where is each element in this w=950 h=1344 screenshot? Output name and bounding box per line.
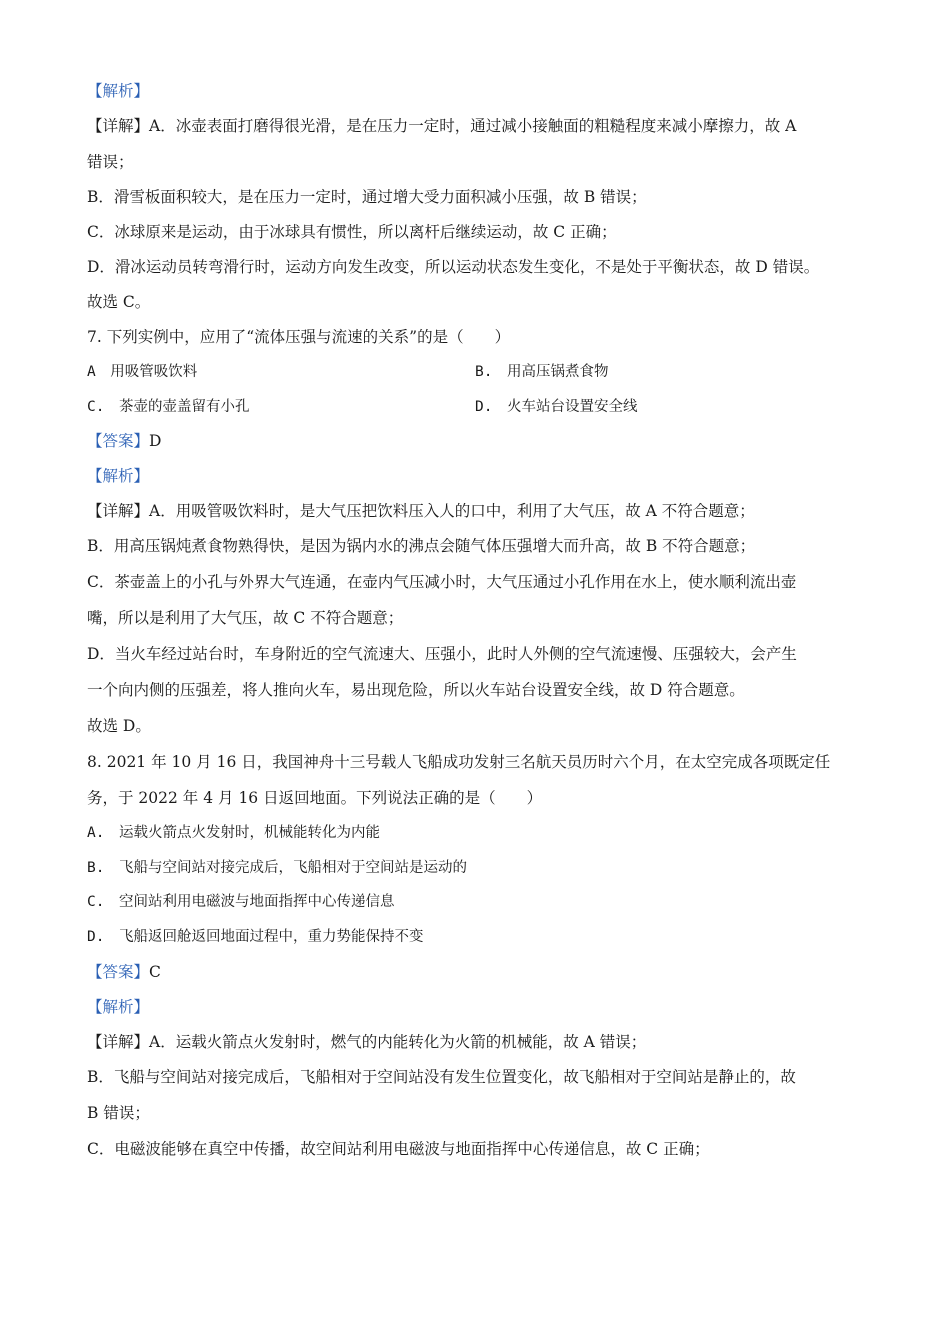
text-line: C．茶壶盖上的小孔与外界大气连通，在壶内气压减小时，大气压通过小孔作用在水上，使水顺利流出壶 — [87, 573, 797, 591]
detail-tag: 【详解】 — [87, 502, 150, 520]
q7-option-d: D. 火车站台设置安全线 — [475, 399, 638, 415]
answer-tag: 【答案】 — [87, 963, 150, 981]
detail-paragraph — [87, 116, 796, 136]
q7-option-a: A 用吸管吸饮料 — [87, 364, 198, 380]
q8-option-c: C. 空间站利用电磁波与地面指挥中心传递信息 — [87, 894, 395, 910]
q8-option-d: D. 飞船返回舱返回地面过程中，重力势能保持不变 — [87, 929, 424, 945]
text-line: B 错误； — [87, 1104, 150, 1122]
detail-tag: 【详解】 — [87, 1033, 150, 1051]
conclusion-line: 故选 D。 — [87, 717, 151, 735]
q7-option-b: B. 用高压锅煮食物 — [475, 364, 609, 380]
analysis-label: 【解析】 — [87, 467, 150, 485]
q7-answer — [87, 431, 161, 451]
text-line: B．飞船与空间站对接完成后，飞船相对于空间站没有发生位置变化，故飞船相对于空间站是静止的，故 — [87, 1068, 796, 1086]
detail-paragraph — [87, 501, 755, 521]
question-8-stem: 8. 2021 年 10 月 16 日，我国神舟十三号载人飞船成功发射三名航天员历时六个月，在太空完成各项既定任 — [87, 753, 831, 771]
q8-option-b: B. 飞船与空间站对接完成后，飞船相对于空间站是运动的 — [87, 860, 467, 876]
answer-value: D — [149, 432, 162, 450]
text-line: 一个向内侧的压强差，将人推向火车，易出现危险，所以火车站台设置安全线，故 D 符合题意。 — [87, 681, 745, 699]
text-line: D．滑冰运动员转弯滑行时，运动方向发生改变，所以运动状态发生变化，不是处于平衡状态，故 D 错误。 — [87, 258, 820, 276]
q8-option-a: A. 运载火箭点火发射时，机械能转化为内能 — [87, 825, 380, 841]
question-8-stem-cont: 务，于 2022 年 4 月 16 日返回地面。下列说法正确的是（ ） — [87, 789, 543, 807]
detail-text: A．用吸管吸饮料时，是大气压把饮料压入人的口中，利用了大气压，故 A 不符合题意； — [149, 502, 755, 520]
detail-paragraph — [87, 1032, 646, 1052]
analysis-label: 【解析】 — [87, 998, 150, 1016]
text-line: 嘴，所以是利用了大气压，故 C 不符合题意； — [87, 609, 404, 627]
answer-value: C — [149, 963, 161, 981]
question-7-stem: 7. 下列实例中，应用了“流体压强与流速的关系”的是（ ） — [87, 328, 511, 346]
text-line: B．滑雪板面积较大，是在压力一定时，通过增大受力面积减小压强，故 B 错误； — [87, 188, 647, 206]
text-line: 错误； — [87, 153, 134, 171]
text-line: D．当火车经过站台时，车身附近的空气流速大、压强小，此时人外侧的空气流速慢、压强较大，会产生 — [87, 645, 797, 663]
q8-answer — [87, 962, 161, 982]
text-line: C．冰球原来是运动，由于冰球具有惯性，所以离杆后继续运动，故 C 正确； — [87, 223, 617, 241]
answer-tag: 【答案】 — [87, 432, 150, 450]
text-line: C．电磁波能够在真空中传播，故空间站利用电磁波与地面指挥中心传递信息，故 C 正确； — [87, 1140, 710, 1158]
detail-tag: 【详解】 — [87, 117, 150, 135]
detail-text: A．运载火箭点火发射时，燃气的内能转化为火箭的机械能，故 A 错误； — [149, 1033, 647, 1051]
text-line: B．用高压锅炖煮食物熟得快，是因为锅内水的沸点会随气体压强增大而升高，故 B 不符合题意； — [87, 537, 756, 555]
analysis-label: 【解析】 — [87, 82, 150, 100]
detail-text: A．冰壶表面打磨得很光滑，是在压力一定时，通过减小接触面的粗糙程度来减小摩擦力，故 A — [149, 117, 797, 135]
q7-option-c: C. 茶壶的壶盖留有小孔 — [87, 399, 250, 415]
conclusion-line: 故选 C。 — [87, 293, 151, 311]
